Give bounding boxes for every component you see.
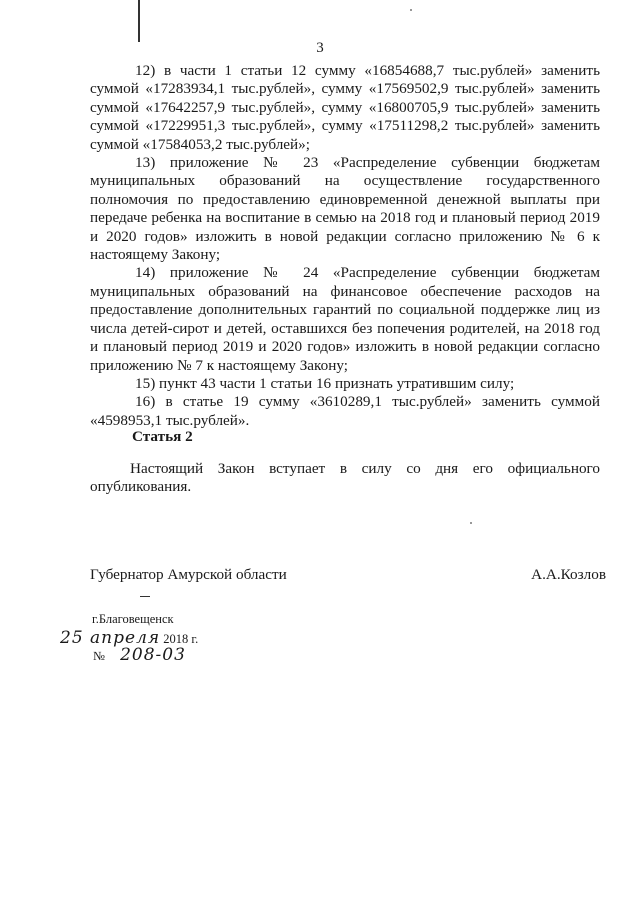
place-of-signing: г.Благовещенск [92, 612, 174, 626]
amendment-item: 15) пункт 43 части 1 статьи 16 признать утратившим силу; [135, 374, 515, 392]
scan-speck [470, 522, 472, 524]
dash-mark [140, 596, 150, 597]
handwritten-date: 25 апреля [60, 628, 161, 648]
scan-speck [410, 9, 412, 11]
amendment-item: 16) в статье 19 сумму «3610289,1 тыс.рублей» заменить суммой «4598953,1 тыс.рублей». [90, 393, 600, 429]
number-label: № [93, 649, 105, 663]
article-paragraph: Настоящий Закон вступает в силу со дня его официального опубликования. [90, 460, 600, 496]
page-number: 3 [316, 40, 324, 56]
signer-title: Губернатор Амурской области [90, 566, 287, 583]
scan-artifact-line [138, 0, 140, 42]
article-title: Статья 2 [132, 428, 193, 445]
law-number [93, 645, 186, 665]
amendment-item: 13) приложение № 23 «Распределение субвенции бюджетам муниципальных образований на осуществление государственного полномочия по предоставлению единовременной денежной выплаты при передаче ребенка на воспитание в семью на 2018 год и плановый период 2019 и 2020 годов» изложить в новой редакции согласно приложению № 6 к настоящему Закону; [90, 154, 600, 264]
date-year: 2018 г. [163, 632, 199, 646]
handwritten-number: 208-03 [120, 645, 186, 665]
article-text [90, 460, 600, 497]
amendment-item: 14) приложение № 24 «Распределение субвенции бюджетам муниципальных образований на финансовое обеспечение расходов на предоставление дополнительных гарантий по социальной поддержке лиц из числа детей-сирот и детей, оставшихся без попечения родителей, на 2018 год и плановый период 2019 и 2020 годов» изложить в новой редакции согласно приложению № 7 к настоящему Закону; [90, 264, 600, 374]
amendment-list [90, 62, 600, 430]
amendment-item: 12) в части 1 статьи 12 сумму «16854688,7 тыс.рублей» заменить суммой «17283934,1 тыс.рублей», сумму «17569502,9 тыс.рублей» заменить суммой «17642257,9 тыс.рублей», сумму «16800705,9 тыс.рублей» заменить суммой «17229951,3 тыс.рублей», сумму «17511298,2 тыс.рублей» заменить суммой «17584053,2 тыс.рублей»; [90, 62, 600, 153]
signer-name: А.А.Козлов [531, 566, 606, 583]
